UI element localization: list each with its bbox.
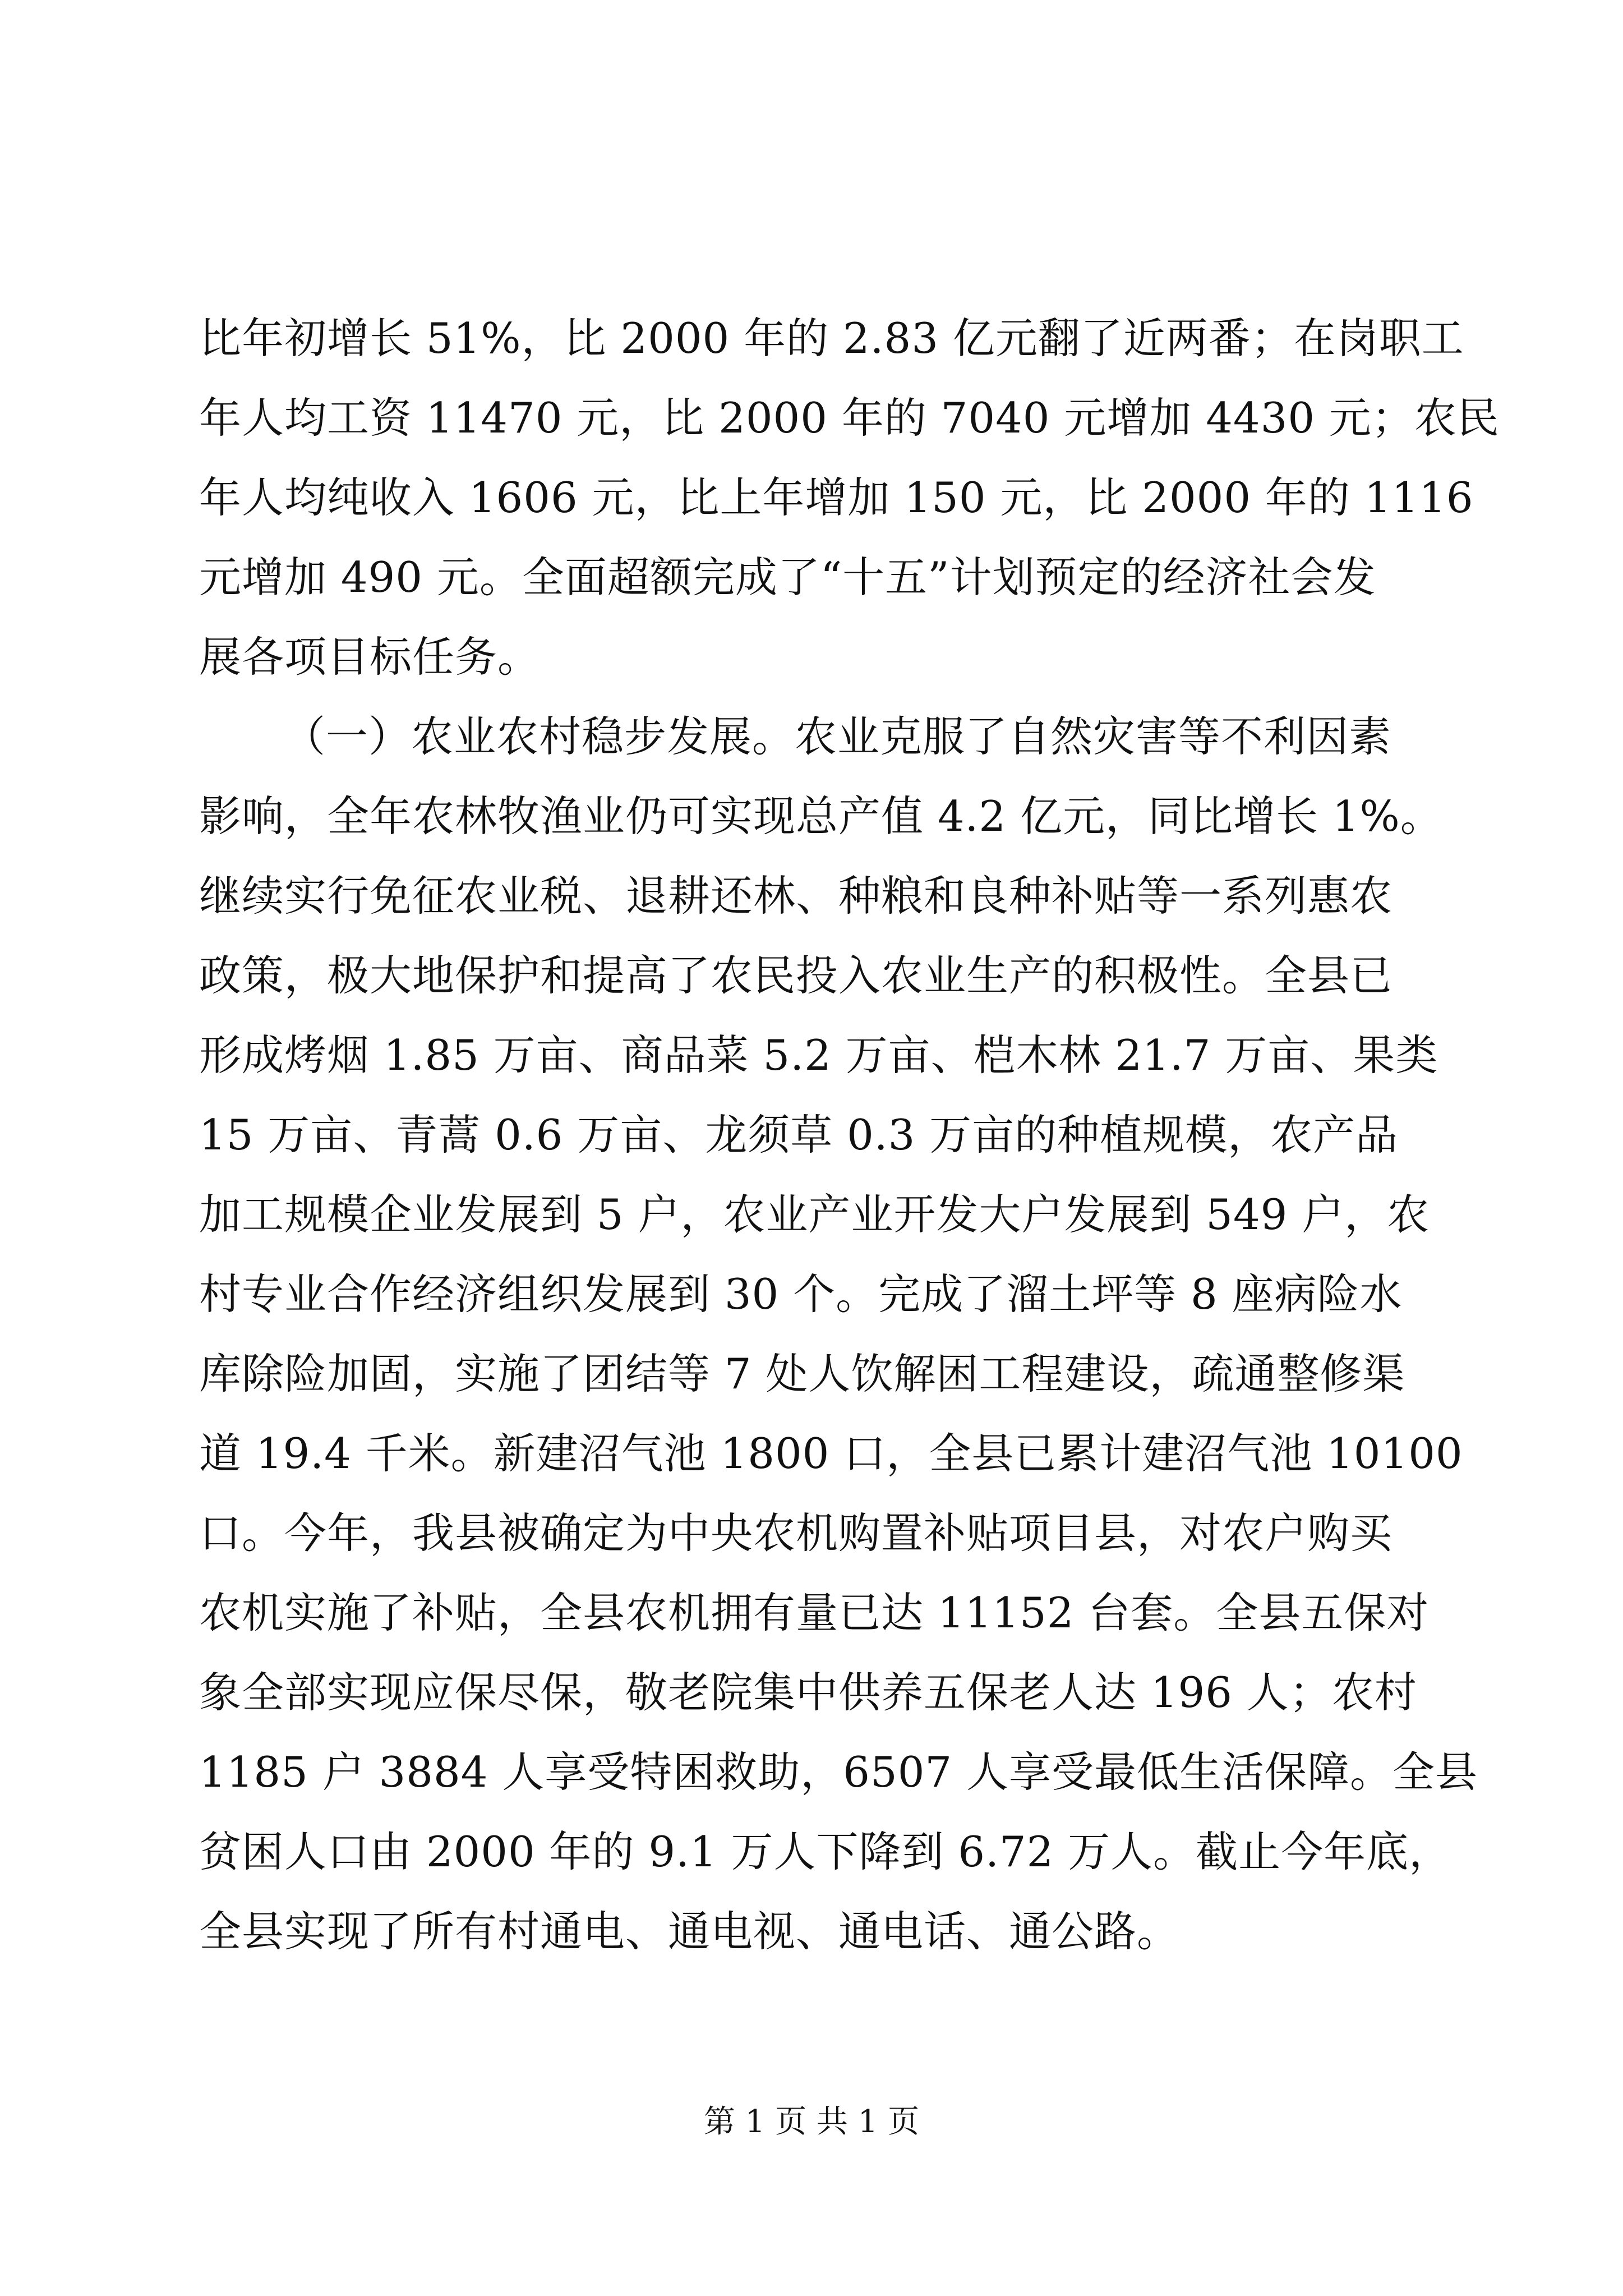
text-line: 库除险加固，实施了团结等 7 处人饮解困工程建设，疏通整修渠 bbox=[199, 1349, 1405, 1398]
text-line: 村专业合作经济组织发展到 30 个。完成了溜土坪等 8 座病险水 bbox=[199, 1269, 1403, 1319]
text-line: 政策，极大地保护和提高了农民投入农业生产的积极性。全县已 bbox=[199, 951, 1393, 1000]
text-line: 15 万亩、青蒿 0.6 万亩、龙须草 0.3 万亩的种植规模，农产品 bbox=[199, 1110, 1399, 1159]
paragraph-1 bbox=[199, 298, 1500, 697]
document-body bbox=[199, 298, 1500, 1971]
text-line: 比年初增长 51%，比 2000 年的 2.83 亿元翻了近两番；在岗职工 bbox=[199, 314, 1464, 363]
text-line: 影响，全年农林牧渔业仍可实现总产值 4.2 亿元，同比增长 1%。 bbox=[199, 792, 1443, 841]
text-line: 年人均工资 11470 元，比 2000 年的 7040 元增加 4430 元；农民 bbox=[199, 393, 1500, 443]
text-line: 形成烤烟 1.85 万亩、商品菜 5.2 万亩、桤木林 21.7 万亩、果类 bbox=[199, 1030, 1438, 1080]
text-line: 年人均纯收入 1606 元，比上年增加 150 元，比 2000 年的 1116 bbox=[199, 473, 1474, 522]
text-line: 全县实现了所有村通电、通电视、通电话、通公路。 bbox=[199, 1907, 1180, 1956]
page-footer: 第 1 页 共 1 页 bbox=[703, 2104, 920, 2140]
text-line: 继续实行免征农业税、退耕还林、种粮和良种补贴等一系列惠农 bbox=[199, 871, 1393, 921]
text-line: 1185 户 3884 人享受特困救助，6507 人享受最低生活保障。全县 bbox=[199, 1747, 1478, 1797]
text-line: 加工规模企业发展到 5 户，农业产业开发大户发展到 549 户，农 bbox=[199, 1190, 1430, 1239]
text-line: 农机实施了补贴，全县农机拥有量已达 11152 台套。全县五保对 bbox=[199, 1588, 1430, 1637]
text-line: 展各项目标任务。 bbox=[199, 632, 541, 682]
text-line: 元增加 490 元。全面超额完成了“十五”计划预定的经济社会发 bbox=[199, 553, 1376, 602]
text-line: （一）农业农村稳步发展。农业克服了自然灾害等不利因素 bbox=[283, 712, 1392, 761]
text-line: 口。今年，我县被确定为中央农机购置补贴项目县，对农户购买 bbox=[199, 1508, 1393, 1558]
text-line: 道 19.4 千米。新建沼气池 1800 口，全县已累计建沼气池 10100 bbox=[199, 1429, 1463, 1478]
text-line: 贫困人口由 2000 年的 9.1 万人下降到 6.72 万人。截止今年底， bbox=[199, 1827, 1452, 1876]
text-line: 象全部实现应保尽保，敬老院集中供养五保老人达 196 人；农村 bbox=[199, 1668, 1417, 1717]
paragraph-2 bbox=[199, 697, 1478, 1971]
